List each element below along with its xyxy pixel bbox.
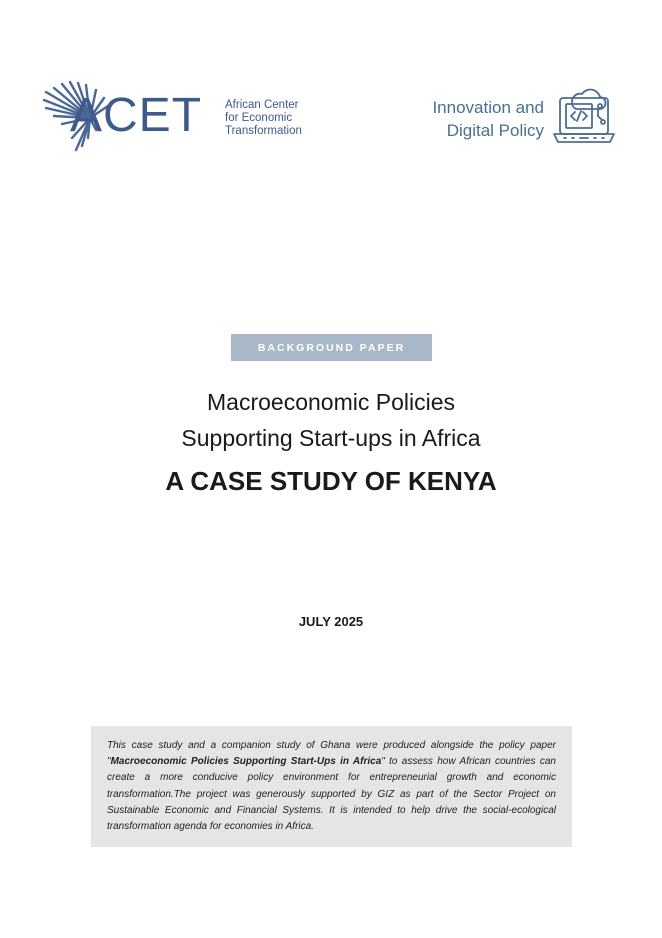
acet-subtitle-line: for Economic bbox=[225, 112, 293, 124]
title-line-2: Supporting Start-ups in Africa bbox=[181, 425, 481, 451]
publication-date: JULY 2025 bbox=[298, 614, 364, 629]
acet-subtitle-line: Transformation bbox=[225, 125, 302, 137]
document-type-badge: BACKGROUND PAPER bbox=[231, 334, 432, 361]
cloud-laptop-code-icon bbox=[552, 84, 618, 148]
acet-subtitle bbox=[225, 99, 302, 138]
document-title bbox=[0, 384, 662, 456]
program-title-line: Innovation and bbox=[432, 98, 544, 117]
acet-wordmark: ACET bbox=[70, 89, 203, 142]
acet-subtitle-line: African Center bbox=[225, 99, 299, 111]
title-line-1: Macroeconomic Policies bbox=[207, 389, 455, 415]
acknowledgement-note bbox=[91, 726, 572, 847]
note-text-after: " to assess how African countries can create a more conducive policy environment for entrepreneurial growth and economic transformation.The project was generously supported by GIZ as part of the Sector Project on Sustainable Economic and Financial Systems. It is intended to help drive the social-ecological transformation agenda for economies in Africa. bbox=[107, 756, 556, 833]
program-title-line: Digital Policy bbox=[446, 121, 544, 140]
case-study-heading: A CASE STUDY OF KENYA bbox=[165, 466, 497, 496]
note-paper-title: Macroeconomic Policies Supporting Start-Ups in Africa bbox=[110, 756, 382, 768]
program-title bbox=[432, 96, 544, 142]
note-text-before: This case study and a companion study of Ghana were produced alongside the policy paper " bbox=[107, 740, 556, 768]
